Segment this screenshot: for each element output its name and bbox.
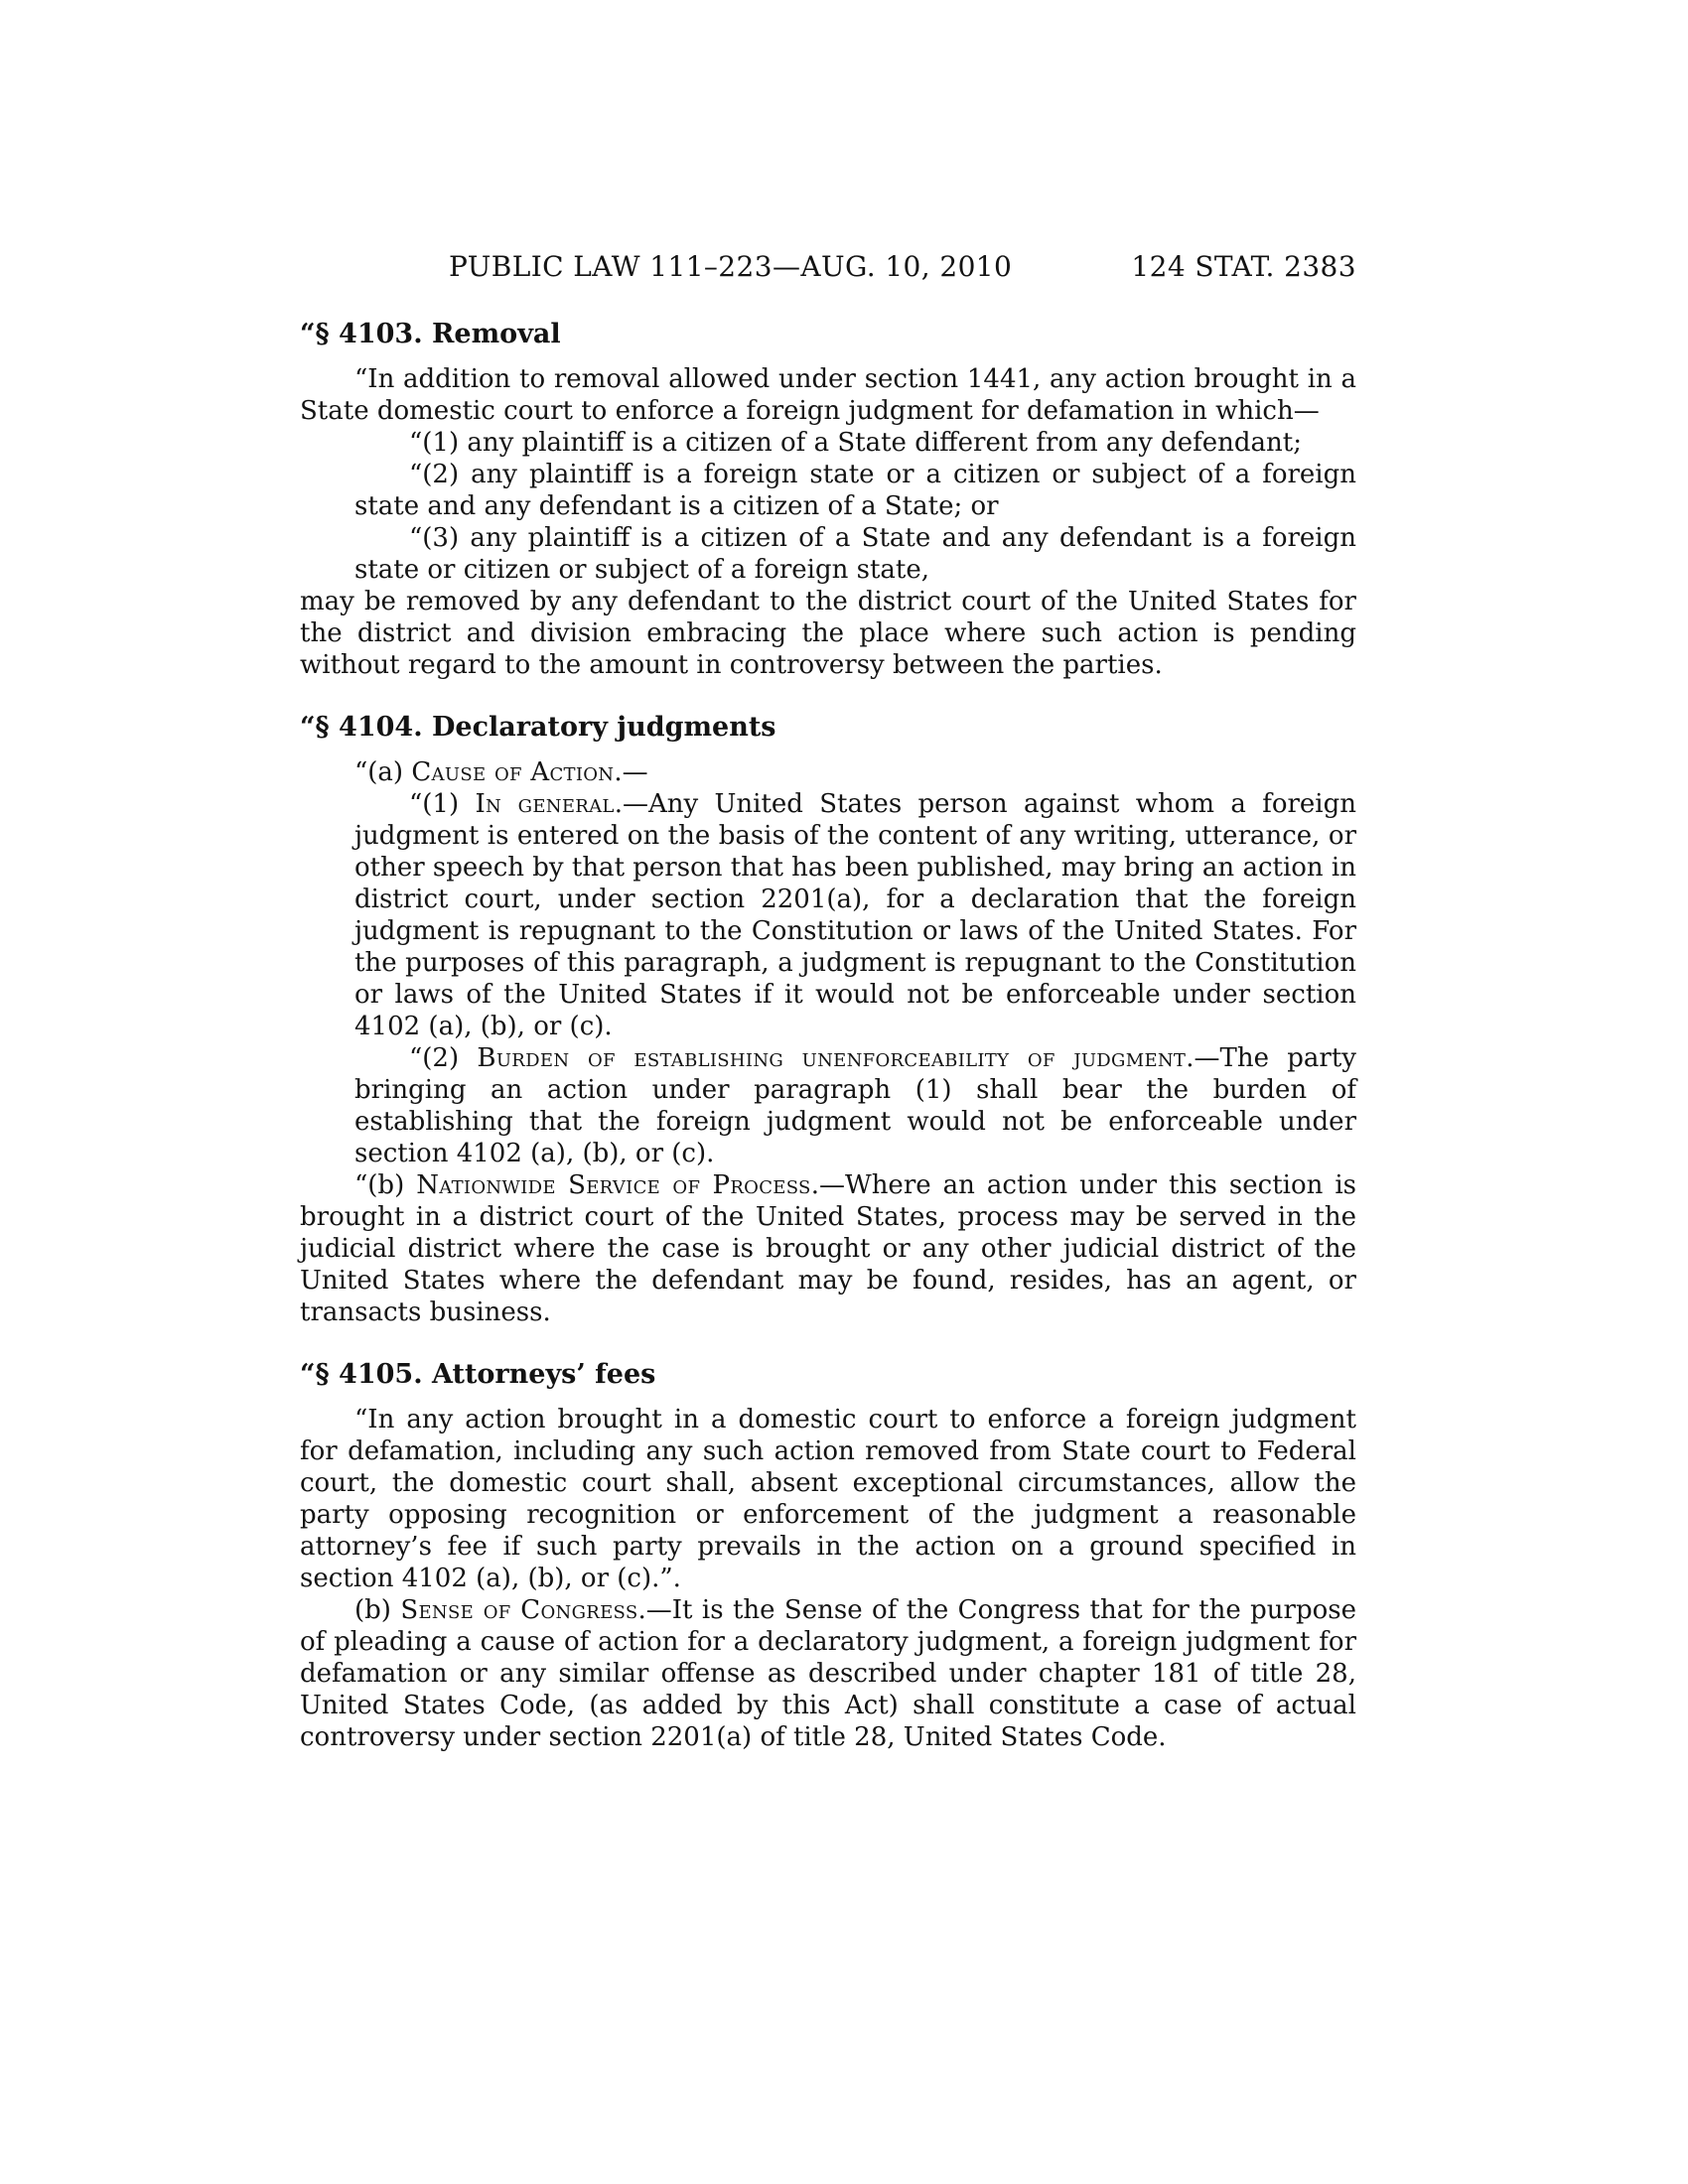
small-caps-phrase: Burden of establishing unenforceability of judgment — [477, 1043, 1187, 1073]
text-run: “In any action brought in a domestic court to enforce a foreign judgment for defamation, including any such action removed from State court to Federal court, the domestic court shall, absent exceptional circumstances, allow the party opposing recognition or enforcement of the judgment a reasonable attorney’s fee if such party prevails in the action on a ground specified in section 4102 (a), (b), or (c).”. — [300, 1405, 1356, 1593]
para-4104-a-2 — [354, 1042, 1356, 1169]
para-4105-text — [300, 1404, 1356, 1594]
para-4103-intro — [300, 363, 1356, 427]
heading-4104 — [300, 711, 1356, 744]
document-body — [300, 304, 1356, 1753]
text-run: “(3) any plaintiff is a citizen of a State and any defendant is a foreign state or citizen or subject of a foreign state, — [354, 523, 1356, 585]
page-header — [300, 250, 1356, 283]
text-run: “In addition to removal allowed under section 1441, any action brought in a State domestic court to enforce a foreign judgment for defamation in which— — [300, 364, 1356, 426]
text-run: “(b) — [354, 1170, 417, 1200]
text-run: “(1) — [409, 789, 476, 819]
para-4104-b — [300, 1169, 1356, 1328]
para-4103-2 — [354, 459, 1356, 522]
text-run: “§ 4103. Removal — [300, 319, 561, 349]
text-run: .—Any United States person against whom a foreign judgment is entered on the basis of the content of any writing, utterance, or other speech by that person that has been published, may bring an action in district court, under section 2201(a), for a declaration that the foreign judgment is repugnant to the Constitution or laws of the United States. For the purposes of this paragraph, a judgment is repugnant to the Constitution or laws of the United States if it would not be enforceable under section 4102 (a), (b), or (c). — [354, 789, 1356, 1041]
text-run: .—It is the Sense of the Congress that for the purpose of pleading a cause of action for a declaratory judgment, a foreign judgment for defamation or any similar offense as described under chapter 181 of title 28, United States Code, (as added by this Act) shall constitute a case of actual controversy under section 2201(a) of title 28, United States Code. — [300, 1595, 1356, 1752]
heading-4103 — [300, 318, 1356, 350]
small-caps-phrase: Nationwide Service of Process — [416, 1170, 811, 1200]
text-run: “(2) any plaintiff is a foreign state or a citizen or subject of a foreign state and any defendant is a citizen of a State; or — [354, 460, 1356, 521]
text-run: may be removed by any defendant to the district court of the United States for the district and division embracing the place where such action is pending without regard to the amount in controversy between the parties. — [300, 587, 1356, 680]
para-4103-1 — [354, 427, 1356, 459]
para-4103-closing — [300, 586, 1356, 681]
text-run: .— — [614, 757, 648, 787]
text-run: “(2) — [409, 1043, 478, 1073]
text-run: “(1) any plaintiff is a citizen of a State different from any defendant; — [409, 428, 1302, 458]
heading-4105 — [300, 1358, 1356, 1391]
small-caps-phrase: Sense of Congress — [400, 1595, 638, 1625]
small-caps-phrase: Cause of Action — [411, 757, 615, 787]
law-title: PUBLIC LAW 111–223—AUG. 10, 2010 — [449, 250, 1013, 283]
para-sense-of-congress — [300, 1594, 1356, 1753]
para-4104-a-1 — [354, 788, 1356, 1042]
para-4104-a — [300, 756, 1356, 788]
text-run: “(a) — [354, 757, 412, 787]
text-run: .—Where an action under this section is brought in a district court of the United States, process may be served in the judicial district where the case is brought or any other judicial district of the United States where the defendant may be found, resides, has an agent, or transacts business. — [300, 1170, 1357, 1327]
para-4103-3 — [354, 522, 1356, 586]
text-run: (b) — [354, 1595, 401, 1625]
stat-page-number: 124 STAT. 2383 — [1131, 250, 1356, 283]
small-caps-phrase: In general — [475, 789, 615, 819]
text-run: “§ 4105. Attorneys’ fees — [300, 1359, 656, 1390]
text-run: .—The party bringing an action under paragraph (1) shall bear the burden of establishing that the foreign judgment would not be enforceable under section 4102 (a), (b), or (c). — [354, 1043, 1356, 1168]
text-run: “§ 4104. Declaratory judgments — [300, 712, 776, 743]
